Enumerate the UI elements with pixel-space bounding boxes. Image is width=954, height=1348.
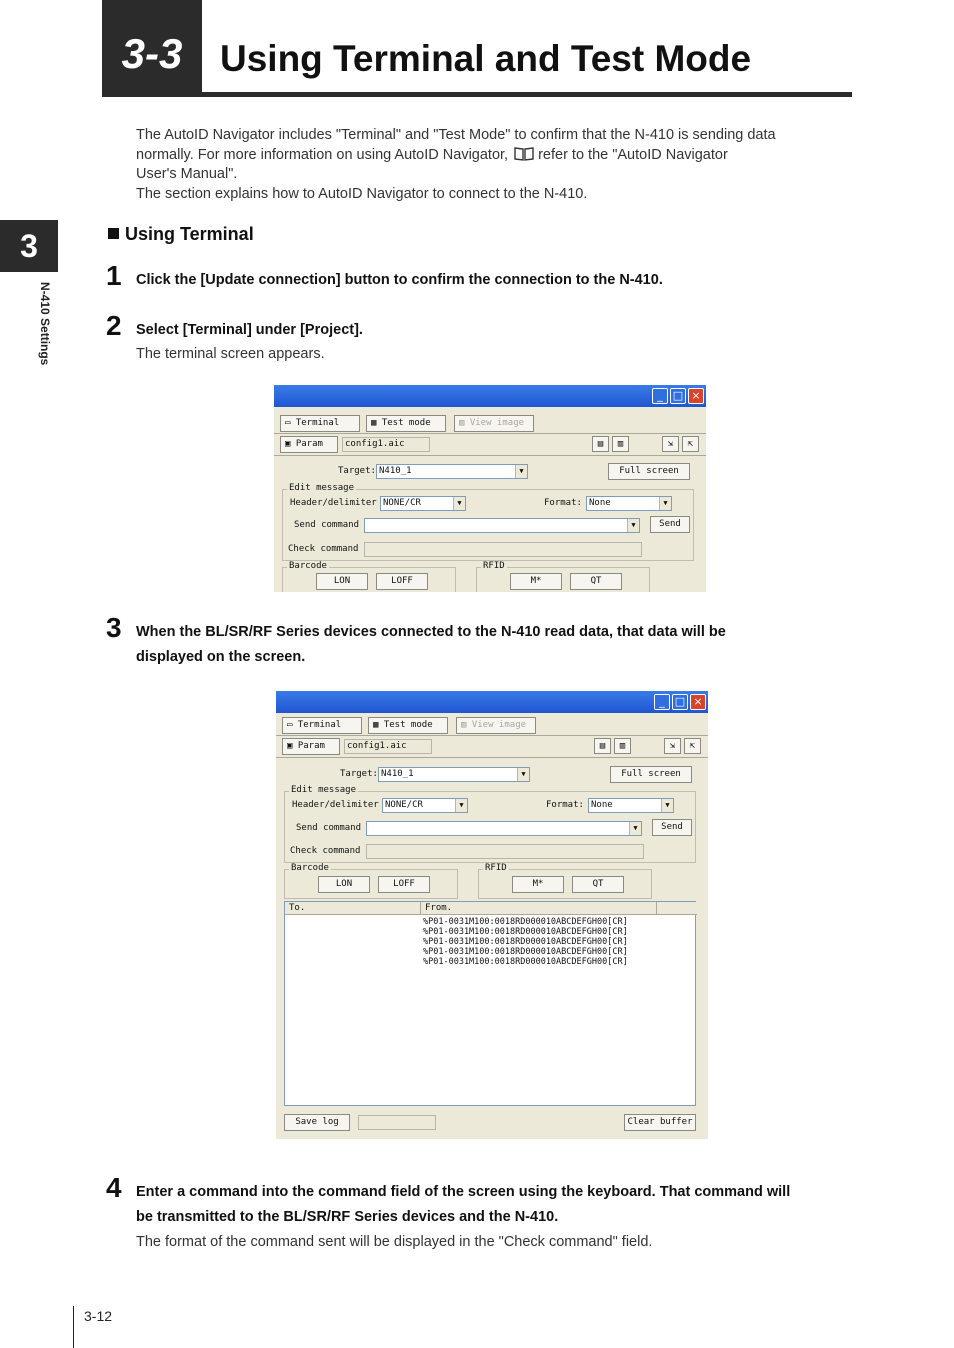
header-delimiter-label: Header/delimiter (290, 498, 377, 508)
header-delimiter-select[interactable]: NONE/CR ▼ (380, 496, 466, 511)
loff-button[interactable]: LOFF (376, 573, 428, 590)
log-line: %P01-0031M100:0018RD000010ABCDEFGH00[CR] (423, 937, 628, 947)
format-label: Format: (546, 800, 584, 810)
rfid-group: RFID (478, 869, 652, 899)
minimize-icon[interactable]: _ (652, 388, 668, 404)
chevron-down-icon: ▼ (627, 519, 639, 532)
target-select[interactable]: N410_1 ▼ (376, 464, 528, 479)
chevron-down-icon: ▼ (661, 799, 673, 812)
chevron-down-icon: ▼ (515, 465, 527, 478)
edit-message-group: Edit message (284, 791, 696, 863)
lon-button[interactable]: LON (318, 876, 370, 893)
intro-line-4: The section explains how to AutoID Navigator to connect to the N-410. (136, 185, 588, 202)
log-line: %P01-0031M100:0018RD000010ABCDEFGH00[CR] (423, 957, 628, 967)
section-heading: Using Terminal (108, 224, 254, 245)
log-line: %P01-0031M100:0018RD000010ABCDEFGH00[CR] (423, 917, 628, 927)
param-button[interactable]: ▣ Param (280, 436, 338, 453)
send-command-input[interactable] (364, 518, 640, 533)
tab-test-mode[interactable]: ▦ Test mode (368, 717, 448, 734)
m-star-button[interactable]: M* (510, 573, 562, 590)
maximize-icon[interactable]: □ (672, 694, 688, 710)
chevron-down-icon: ▼ (629, 822, 641, 835)
chevron-down-icon: ▼ (453, 497, 465, 510)
log-column-from: From. (421, 902, 657, 915)
log-line: %P01-0031M100:0018RD000010ABCDEFGH00[CR] (423, 947, 628, 957)
m-star-button[interactable]: M* (512, 876, 564, 893)
save-log-button[interactable]: Save log (284, 1114, 350, 1131)
clear-buffer-button[interactable]: Clear buffer (624, 1114, 696, 1131)
side-chapter-tab: 3 (0, 220, 58, 272)
intro-paragraph (136, 126, 846, 204)
intro-line-1: The AutoID Navigator includes "Terminal" and "Test Mode" to confirm that the N-410 is sending data (136, 127, 776, 143)
terminal-log[interactable] (284, 901, 696, 1106)
save-icon[interactable]: ▥ (612, 436, 629, 452)
step-4-number: 4 (106, 1172, 122, 1203)
import-icon[interactable]: ⇱ (682, 436, 699, 452)
tab-test-mode[interactable]: ▦ Test mode (366, 415, 446, 432)
tab-view-image[interactable]: ▨ View image (456, 717, 536, 734)
save-icon[interactable]: ▥ (614, 738, 631, 754)
send-button[interactable]: Send (650, 516, 690, 533)
step-4-text: Enter a command into the command field of the screen using the keyboard. That command will be transmitted to the BL/SR/RF Series devices and the N-410. (136, 1184, 791, 1225)
chapter-rule (102, 92, 852, 97)
config-file-field: config1.aic (344, 739, 432, 754)
chapter-title: Using Terminal and Test Mode (220, 38, 752, 79)
param-button[interactable]: ▣ Param (282, 738, 340, 755)
tab-terminal[interactable]: ▭ Terminal (280, 415, 360, 432)
tab-terminal[interactable]: ▭ Terminal (282, 717, 362, 734)
window-titlebar (276, 691, 708, 713)
full-screen-button[interactable]: Full screen (608, 463, 690, 480)
format-select[interactable]: None ▼ (588, 798, 674, 813)
check-command-field (366, 844, 644, 859)
export-icon[interactable]: ⇲ (662, 436, 679, 452)
chapter-number: 3-3 (121, 30, 183, 77)
step-1-text: Click the [Update connection] button to confirm the connection to the N-410. (136, 272, 663, 288)
step-2-subtext: The terminal screen appears. (136, 346, 325, 362)
send-command-label: Send command (296, 823, 362, 833)
lon-button[interactable]: LON (316, 573, 368, 590)
chevron-down-icon: ▼ (659, 497, 671, 510)
intro-line-3: User's Manual". (136, 166, 238, 182)
rfid-group: RFID (476, 567, 650, 592)
qt-button[interactable]: QT (572, 876, 624, 893)
intro-line-2: normally. For more information on using AutoID Navigator, refer to the "AutoID Navigator (136, 146, 728, 163)
book-icon (514, 147, 534, 161)
import-icon[interactable]: ⇱ (684, 738, 701, 754)
barcode-group: Barcode (282, 567, 456, 592)
step-3-number: 3 (106, 612, 122, 643)
window-titlebar (274, 385, 706, 407)
target-label: Target: (340, 769, 378, 779)
chevron-down-icon: ▼ (455, 799, 467, 812)
step-3-text: When the BL/SR/RF Series devices connected to the N-410 read data, that data will be displayed on the screen. (136, 624, 726, 665)
step-1-number: 1 (106, 260, 122, 291)
send-command-label: Send command (294, 520, 360, 530)
qt-button[interactable]: QT (570, 573, 622, 590)
target-label: Target: (338, 466, 376, 476)
loff-button[interactable]: LOFF (378, 876, 430, 893)
tab-view-image[interactable]: ▨ View image (454, 415, 534, 432)
terminal-window-screenshot-1 (274, 385, 706, 592)
step-2-text: Select [Terminal] under [Project]. (136, 322, 363, 338)
barcode-group: Barcode (284, 869, 458, 899)
send-command-input[interactable] (366, 821, 642, 836)
check-command-label: Check command (288, 544, 359, 554)
log-line: %P01-0031M100:0018RD000010ABCDEFGH00[CR] (423, 927, 628, 937)
send-button[interactable]: Send (652, 819, 692, 836)
format-label: Format: (544, 498, 582, 508)
check-command-label: Check command (290, 846, 361, 856)
export-icon[interactable]: ⇲ (664, 738, 681, 754)
open-folder-icon[interactable]: ▤ (594, 738, 611, 754)
header-delimiter-select[interactable]: NONE/CR ▼ (382, 798, 468, 813)
log-status-field (358, 1115, 436, 1130)
config-file-field: config1.aic (342, 437, 430, 452)
check-command-field (364, 542, 642, 557)
step-4-subtext: The format of the command sent will be displayed in the "Check command" field. (136, 1234, 653, 1250)
format-select[interactable]: None ▼ (586, 496, 672, 511)
minimize-icon[interactable]: _ (654, 694, 670, 710)
terminal-window-screenshot-2 (276, 691, 708, 1139)
page-number: 3-12 (84, 1308, 113, 1324)
close-icon[interactable]: × (688, 388, 704, 404)
edit-message-group: Edit message (282, 489, 694, 561)
open-folder-icon[interactable]: ▤ (592, 436, 609, 452)
log-column-to: To. (285, 902, 421, 915)
square-bullet-icon (108, 228, 119, 239)
close-icon[interactable]: × (690, 694, 706, 710)
step-2-number: 2 (106, 310, 122, 341)
header-delimiter-label: Header/delimiter (292, 800, 379, 810)
target-select[interactable]: N410_1 ▼ (378, 767, 530, 782)
full-screen-button[interactable]: Full screen (610, 766, 692, 783)
chevron-down-icon: ▼ (517, 768, 529, 781)
maximize-icon[interactable]: □ (670, 388, 686, 404)
side-chapter-label: N-410 Settings (38, 282, 52, 366)
page-number-rule (73, 1306, 74, 1348)
